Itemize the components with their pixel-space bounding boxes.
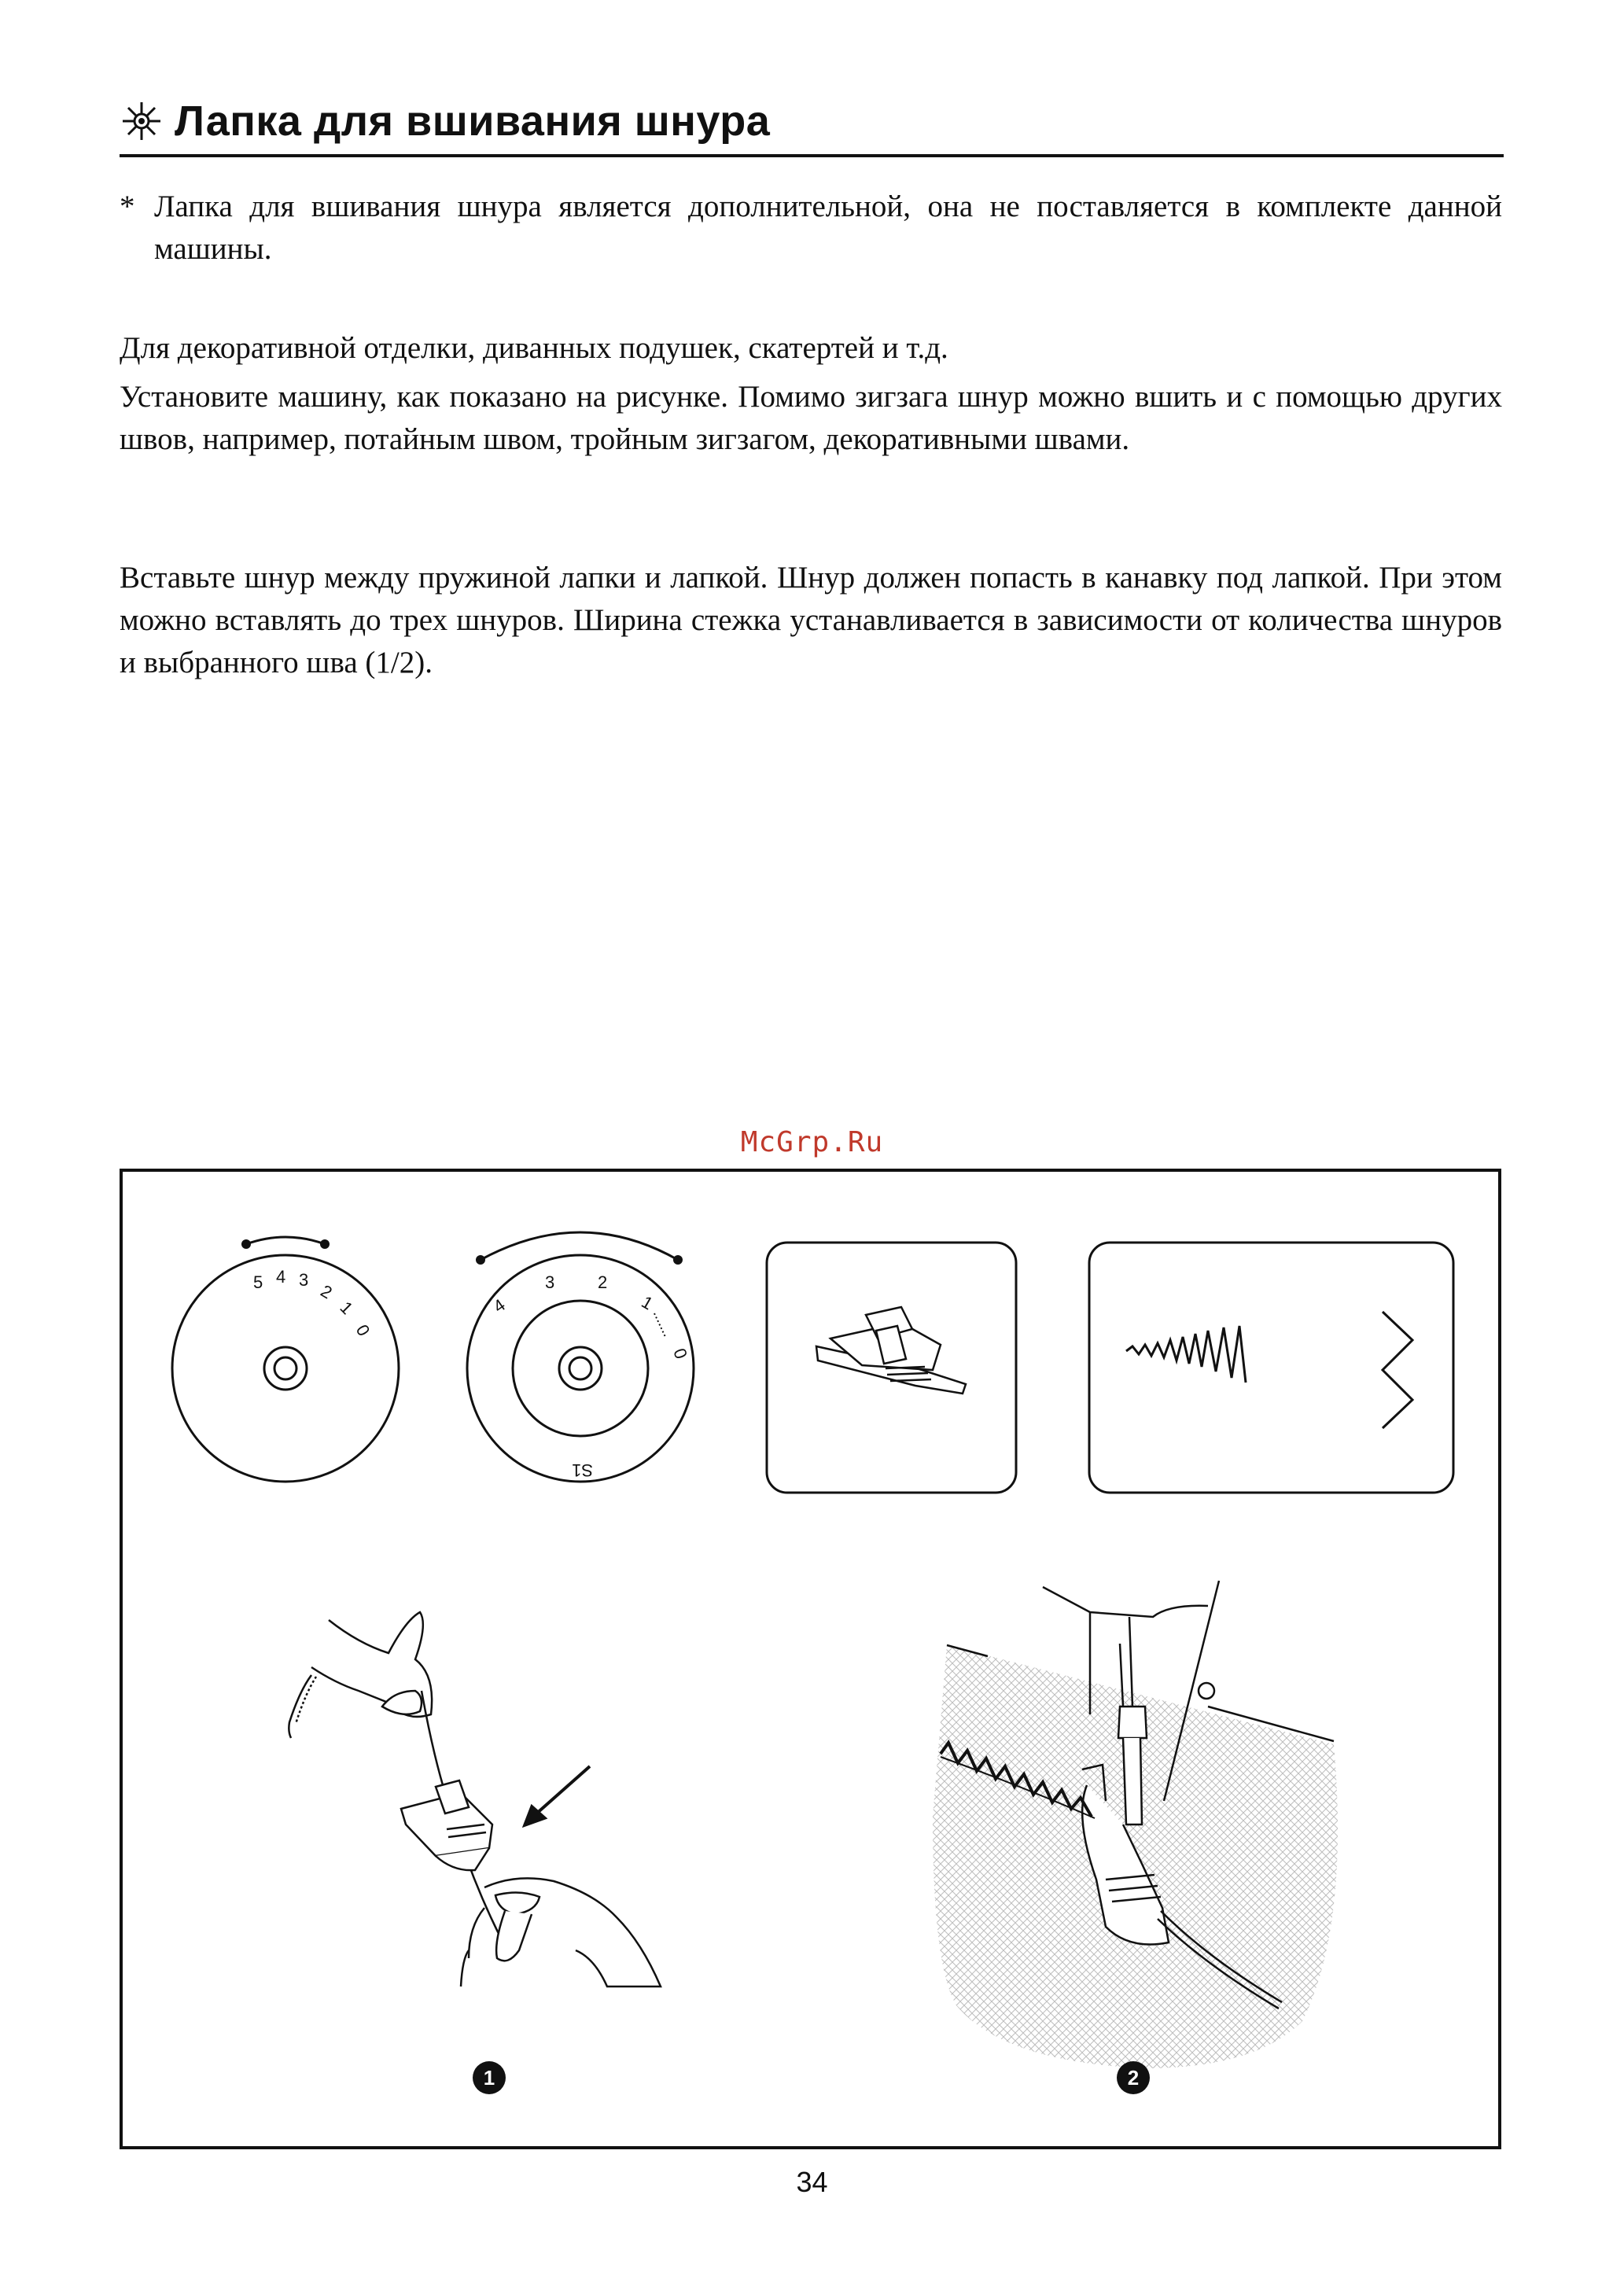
- illustration: [123, 1172, 1498, 2146]
- paragraph-insert-cord: Вставьте шнур между пружиной лапки и лапкой. Шнур должен попасть в канавку под лапкой. При этом можно вставлять до трех шнуров. Ширина стежка устанавливается в зависимости от количества шнуров и выбранного шва (1/2).: [120, 561, 1502, 679]
- stitch-length-dial: [467, 1232, 694, 1482]
- step-number-2: 2: [1127, 2066, 1140, 2090]
- length-label-3: 3: [545, 1272, 555, 1292]
- width-label-5: 5: [253, 1272, 263, 1292]
- stitch-width-dial: [172, 1237, 399, 1482]
- width-label-2: 2: [317, 1280, 336, 1303]
- width-label-1: 1: [336, 1297, 357, 1319]
- length-label-s1: S1: [572, 1460, 593, 1480]
- page-title: Лапка для вшивания шнура: [175, 98, 771, 145]
- width-label-0: 0: [352, 1321, 374, 1340]
- step-badge-2: [1117, 2061, 1150, 2094]
- width-label-4: 4: [276, 1267, 286, 1287]
- watermark: McGrp.Ru: [740, 1126, 884, 1158]
- note-asterisk: *: [120, 190, 135, 223]
- cording-foot-panel: [767, 1243, 1016, 1493]
- paragraph-usage: Для декоративной отделки, диванных подушек, скатертей и т.д.: [120, 331, 948, 365]
- note-text: Лапка для вшивания шнура является дополнительной, она не поставляется в комплекте данной машины.: [154, 190, 1502, 266]
- length-label-1: 1: [638, 1291, 657, 1314]
- scene-insert-cord: [289, 1612, 661, 1987]
- scene-sewing-cord: [933, 1581, 1338, 2068]
- compass-star-icon: [120, 99, 164, 143]
- length-label-2: 2: [598, 1272, 608, 1292]
- step-badge-1: [473, 2061, 506, 2094]
- optional-accessory-note: [120, 186, 1502, 271]
- length-label-0: 0: [669, 1346, 691, 1362]
- length-label-4: 4: [489, 1294, 509, 1317]
- page-number: 34: [796, 2166, 828, 2198]
- paragraph-setup: Установите машину, как показано на рисунке. Помимо зигзага шнур можно вшить и с помощью других швов, например, потайным швом, тройным зигзагом, декоративными швами.: [120, 380, 1502, 456]
- width-label-3: 3: [299, 1270, 309, 1290]
- step-number-1: 1: [483, 2066, 495, 2090]
- section-heading: [120, 88, 1504, 157]
- zigzag-stitch-panel: [1089, 1243, 1453, 1493]
- illustration-frame: [120, 1169, 1501, 2149]
